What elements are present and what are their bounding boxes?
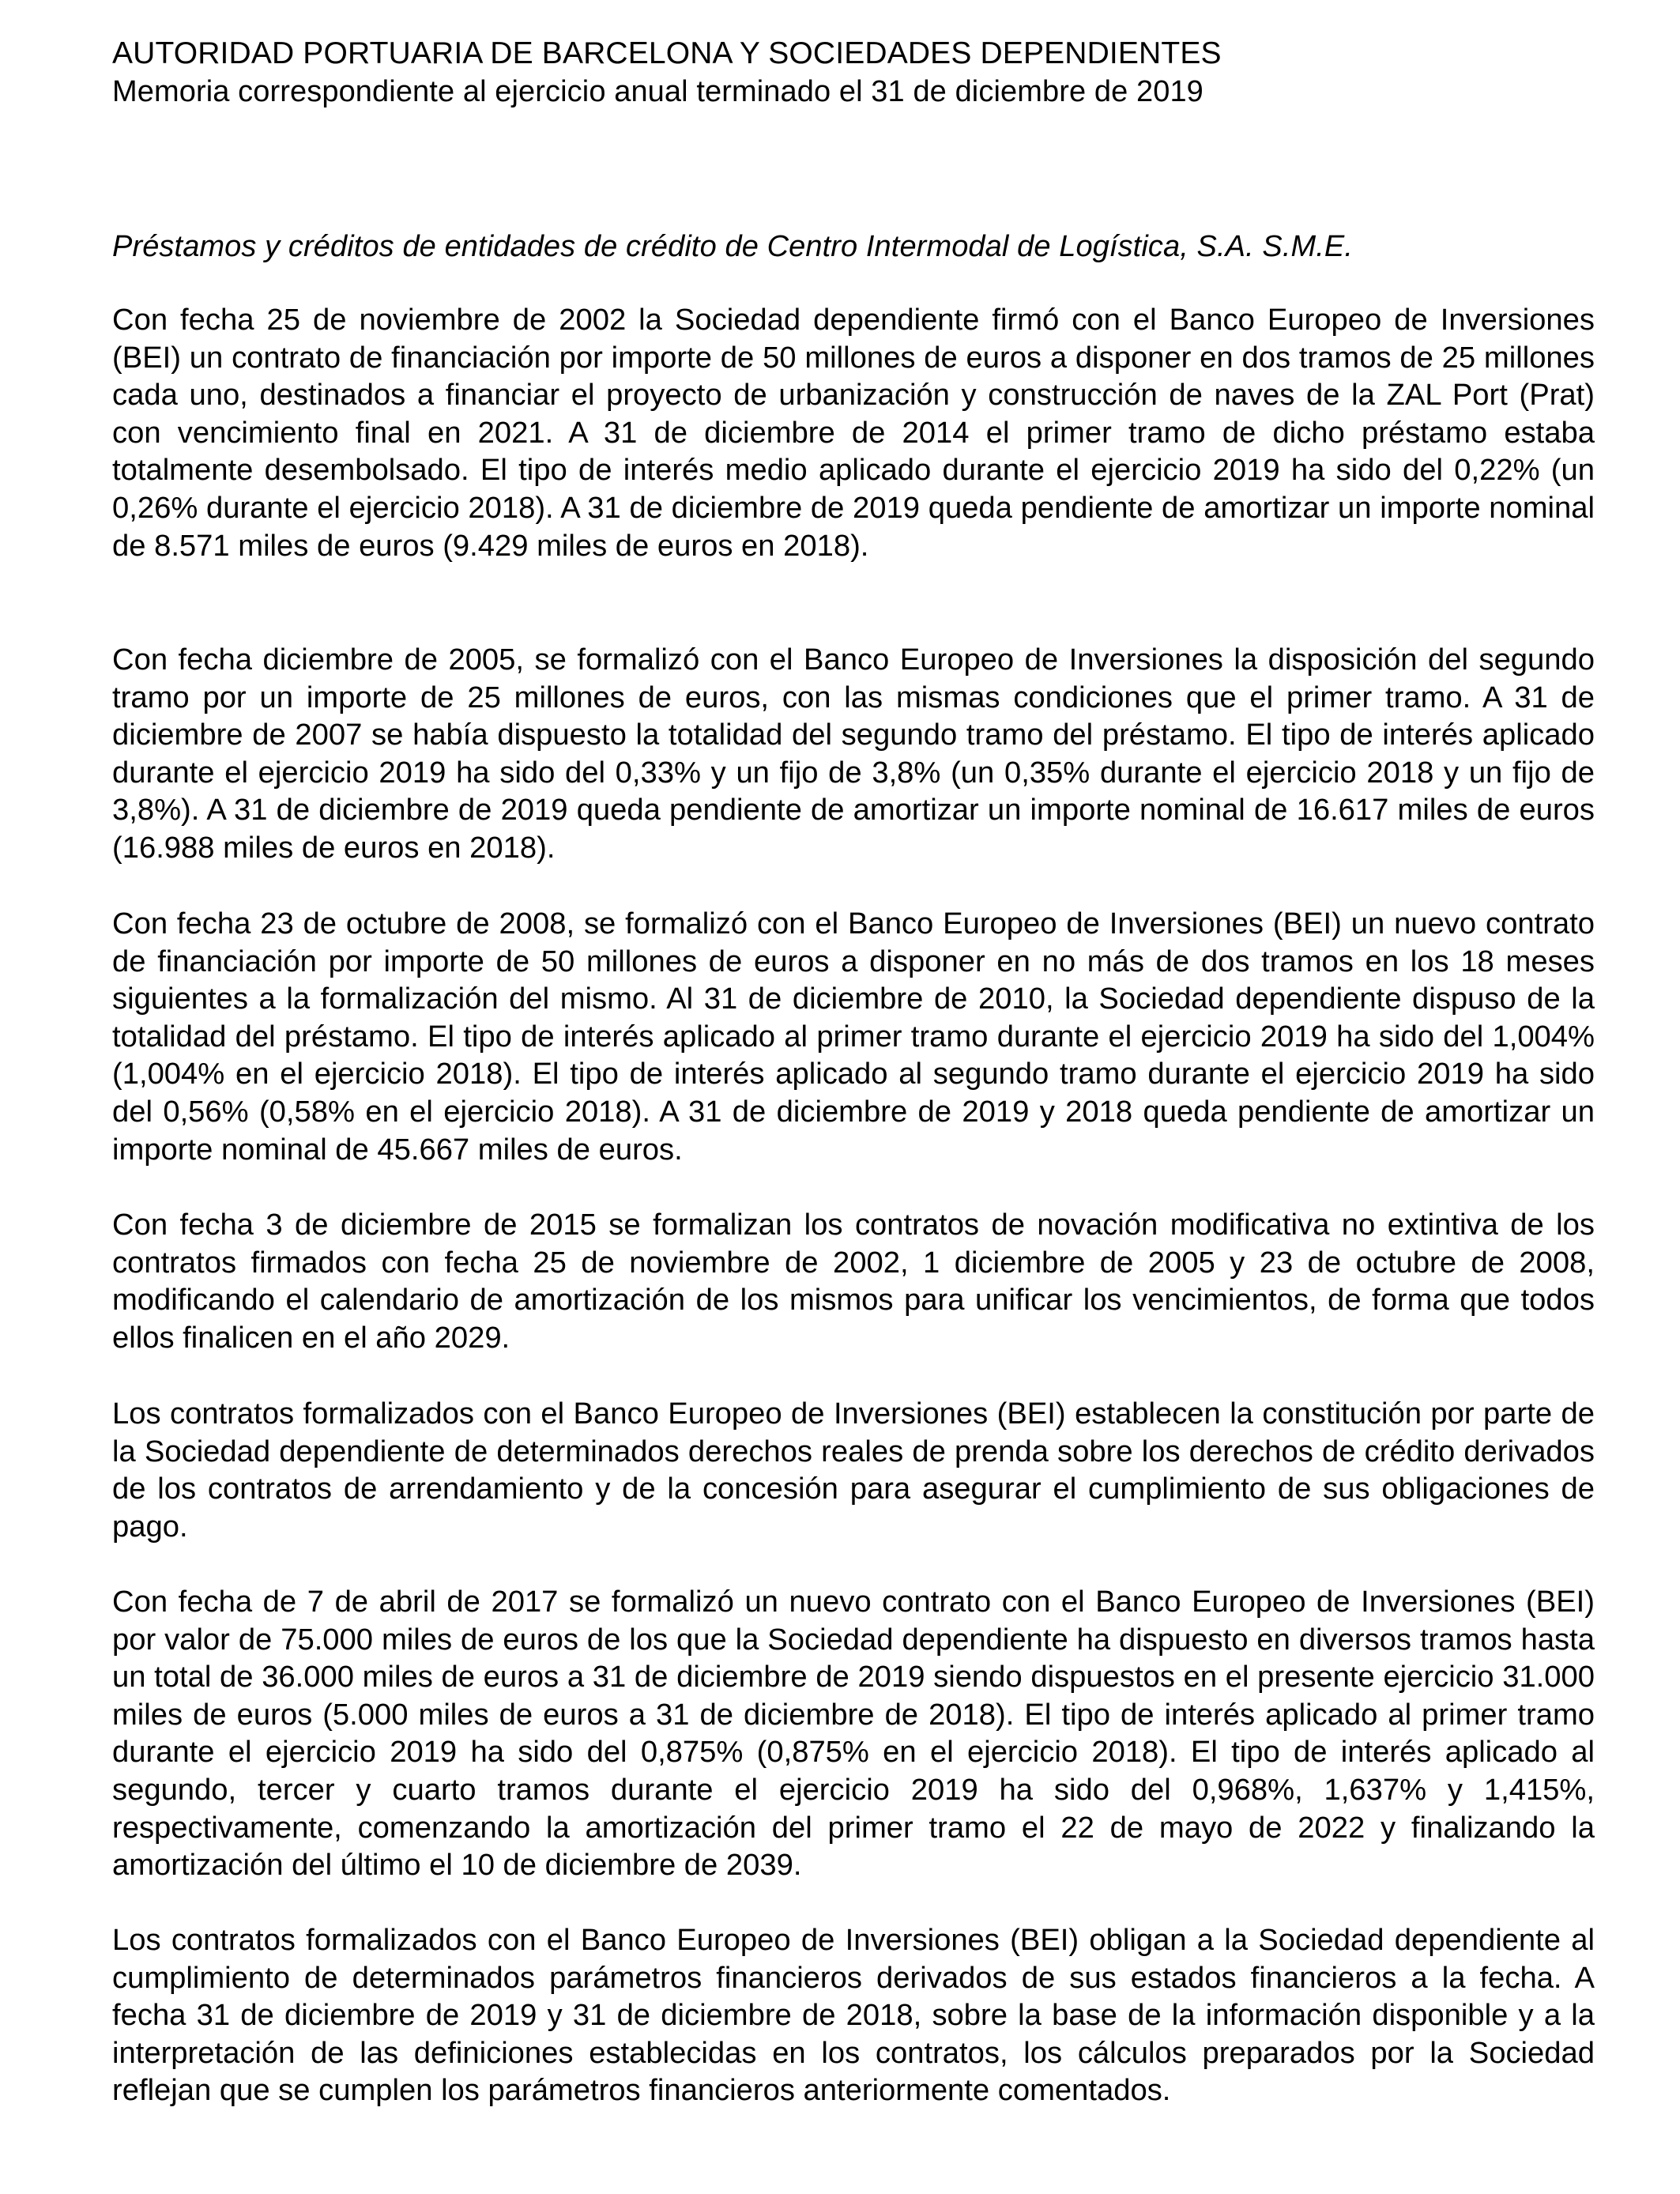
header-subtitle: Memoria correspondiente al ejercicio anual terminado el 31 de diciembre de 2019: [112, 75, 1203, 108]
paragraph-prenda: Los contratos formalizados con el Banco Europeo de Inversiones (BEI) establecen la constitución por parte de la Sociedad dependiente de determinados derechos reales de prenda sobre los derechos de crédito derivados de los contratos de arrendamiento y de la concesión para asegurar el cumplimiento de sus obligaciones de pago.: [112, 1397, 1595, 1544]
paragraph-bei-2017: Con fecha de 7 de abril de 2017 se formalizó un nuevo contrato con el Banco Europeo de Inversiones (BEI) por valor de 75.000 miles de euros de los que la Sociedad dependiente ha dispuesto en diversos tramos hasta un total de 36.000 miles de euros a 31 de diciembre de 2019 siendo dispuestos en el presente ejercicio 31.000 miles de euros (5.000 miles de euros a 31 de diciembre de 2018). El tipo de interés aplicado al primer tramo durante el ejercicio 2019 ha sido del 0,875% (0,875% en el ejercicio 2018). El tipo de interés aplicado al segundo, tercer y cuarto tramos durante el ejercicio 2019 ha sido del 0,968%, 1,637% y 1,415%, respectivamente, comenzando la amortización del primer tramo el 22 de mayo de 2022 y finalizando la amortización del último el 10 de diciembre de 2039.: [112, 1585, 1595, 1883]
paragraph-bei-2005: Con fecha diciembre de 2005, se formalizó con el Banco Europeo de Inversiones la disposición del segundo tramo por un importe de 25 millones de euros, con las mismas condiciones que el primer tramo. A 31 de diciembre de 2007 se había dispuesto la totalidad del segundo tramo del préstamo. El tipo de interés aplicado durante el ejercicio 2019 ha sido del 0,33% y un fijo de 3,8% (un 0,35% durante el ejercicio 2018 y un fijo de 3,8%). A 31 de diciembre de 2019 queda pendiente de amortizar un importe nominal de 16.617 miles de euros (16.988 miles de euros en 2018).: [112, 643, 1595, 865]
paragraph-novacion-2015: Con fecha 3 de diciembre de 2015 se formalizan los contratos de novación modificativa no extintiva de los contratos firmados con fecha 25 de noviembre de 2002, 1 diciembre de 2005 y 23 de octubre de 2008, modificando el calendario de amortización de los mismos para unificar los vencimientos, de forma que todos ellos finalicen en el año 2029.: [112, 1208, 1595, 1355]
paragraph-covenants: Los contratos formalizados con el Banco Europeo de Inversiones (BEI) obligan a la Sociedad dependiente al cumplimiento de determinados parámetros financieros derivados de sus estados financieros a la fecha. A fecha 31 de diciembre de 2019 y 31 de diciembre de 2018, sobre la base de la información disponible y a la interpretación de las definiciones establecidas en los contratos, los cálculos preparados por la Sociedad reflejan que se cumplen los parámetros financieros anteriormente comentados.: [112, 1923, 1595, 2108]
section-title: Préstamos y créditos de entidades de crédito de Centro Intermodal de Logística, S.A. S.M.E.: [112, 230, 1354, 263]
header-title: AUTORIDAD PORTUARIA DE BARCELONA Y SOCIEDADES DEPENDIENTES: [112, 36, 1222, 70]
document-header: [112, 35, 1595, 111]
paragraph-bei-2002: Con fecha 25 de noviembre de 2002 la Sociedad dependiente firmó con el Banco Europeo de Inversiones (BEI) un contrato de financiación por importe de 50 millones de euros a disponer en dos tramos de 25 millones cada uno, destinados a financiar el proyecto de urbanización y construcción de naves de la ZAL Port (Prat) con vencimiento final en 2021. A 31 de diciembre de 2014 el primer tramo de dicho préstamo estaba totalmente desembolsado. El tipo de interés medio aplicado durante el ejercicio 2019 ha sido del 0,22% (un 0,26% durante el ejercicio 2018). A 31 de diciembre de 2019 queda pendiente de amortizar un importe nominal de 8.571 miles de euros (9.429 miles de euros en 2018).: [112, 303, 1595, 563]
paragraph-bei-2008: Con fecha 23 de octubre de 2008, se formalizó con el Banco Europeo de Inversiones (BEI) un nuevo contrato de financiación por importe de 50 millones de euros a disponer en no más de dos tramos en los 18 meses siguientes a la formalización del mismo. Al 31 de diciembre de 2010, la Sociedad dependiente dispuso de la totalidad del préstamo. El tipo de interés aplicado al primer tramo durante el ejercicio 2019 ha sido del 1,004% (1,004% en el ejercicio 2018). El tipo de interés aplicado al segundo tramo durante el ejercicio 2019 ha sido del 0,56% (0,58% en el ejercicio 2018). A 31 de diciembre de 2019 y 2018 queda pendiente de amortizar un importe nominal de 45.667 miles de euros.: [112, 907, 1595, 1167]
document-page: [112, 35, 1595, 2108]
